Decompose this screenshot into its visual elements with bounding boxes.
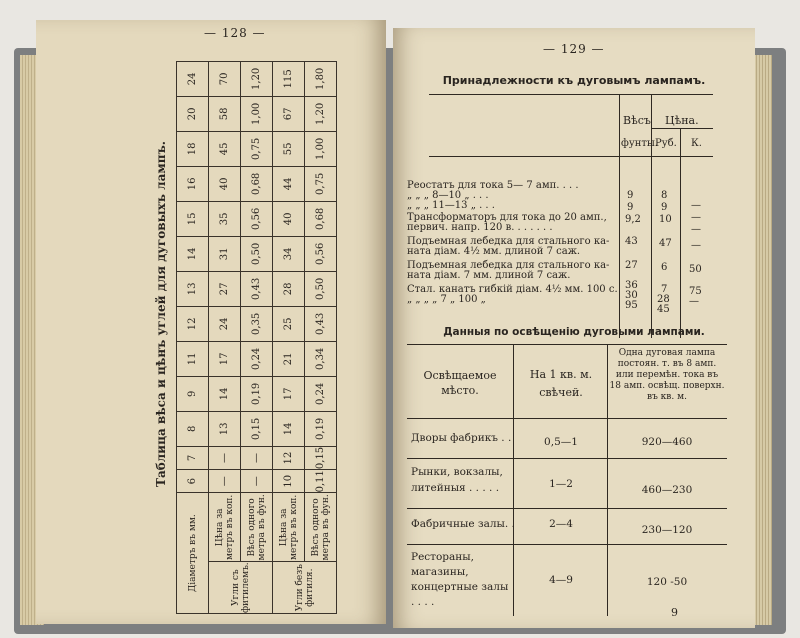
item-kop: — [691, 224, 701, 235]
table-cell: 0,68 [305, 201, 337, 236]
rule [407, 508, 727, 509]
item-text: ната діам. 7 мм. длиной 7 саж. [407, 270, 571, 281]
table-cell: 31 [209, 236, 241, 271]
item-text: ната діам. 4½ мм. длиной 7 саж. [407, 246, 581, 257]
item-weight: 30 [625, 290, 638, 301]
group-plain-label: Угли безъ фитиля. [273, 562, 337, 614]
rotated-table-block [154, 14, 404, 614]
lighting-candles: 2—4 [549, 518, 573, 530]
rule [407, 418, 727, 419]
rule [619, 94, 620, 338]
table-cell: 34 [273, 236, 305, 271]
lighting-title: Данныя по освѣщенію дуговыми лампами. [443, 326, 705, 338]
item-kop: — [691, 200, 701, 211]
rule [513, 344, 514, 616]
right-page [393, 28, 755, 628]
place-header: Освѣщаемое мѣсто. [423, 369, 497, 397]
table-cell: 25 [273, 306, 305, 341]
lighting-place: Дворы фабрикъ . . [411, 432, 512, 444]
candles-header: На 1 кв. м. свѣчей. [529, 368, 593, 399]
table-cell: 9 [177, 376, 209, 411]
table-cell: 0,43 [305, 306, 337, 341]
table-cell: 40 [209, 166, 241, 201]
item-weight: 43 [625, 236, 638, 247]
group-wick-label: Угли съ фитилемъ. [209, 562, 273, 614]
table-cell: 21 [273, 341, 305, 376]
weights-prices-table [176, 61, 337, 614]
table-cell: 0,35 [241, 306, 273, 341]
rule [429, 94, 713, 95]
table-cell: 0,56 [241, 201, 273, 236]
table-cell: 17 [273, 376, 305, 411]
item-rub: 47 [659, 238, 672, 249]
lighting-area: 460—230 [641, 484, 693, 496]
table-cell: 1,80 [305, 61, 337, 96]
table-cell: 11 [177, 341, 209, 376]
item-text: Трансформаторъ для тока до 20 амп., [407, 212, 607, 223]
rule [407, 344, 727, 345]
item-text: „ „ „ 11—13 „ . . . [407, 200, 495, 211]
rule [651, 128, 713, 129]
item-weight: 95 [625, 300, 638, 311]
table-cell: 12 [273, 446, 305, 469]
table-cell: 45 [209, 131, 241, 166]
table-cell: 67 [273, 96, 305, 131]
table-cell: 13 [177, 271, 209, 306]
price-label: Цѣна за метръ въ коп. [273, 493, 305, 562]
rule [429, 156, 713, 157]
signature-mark: 9 [671, 606, 678, 619]
price-label: Цѣна за метръ въ коп. [209, 493, 241, 562]
table-cell: 27 [209, 271, 241, 306]
table-cell: 35 [209, 201, 241, 236]
table-cell: 58 [209, 96, 241, 131]
right-page-number: — 129 — [543, 42, 605, 56]
table-cell: 55 [273, 131, 305, 166]
table-cell: 15 [177, 201, 209, 236]
lighting-area: 920—460 [641, 436, 693, 448]
table-cell: 70 [209, 61, 241, 96]
lighting-place: Фабричные залы. . [411, 518, 515, 530]
item-weight: 9,2 [625, 214, 641, 225]
table-cell: 115 [273, 61, 305, 96]
table-cell: 0,24 [241, 341, 273, 376]
item-kop: — [691, 240, 701, 251]
item-text: Реостатъ для тока 5— 7 амп. . . . [407, 180, 579, 191]
table-cell: 0,19 [241, 376, 273, 411]
table-cell: 20 [177, 96, 209, 131]
table-cell: 24 [177, 61, 209, 96]
table-cell: 28 [273, 271, 305, 306]
rule [680, 128, 681, 338]
item-text: „ „ „ 8—10 „ . . . [407, 190, 489, 201]
diameter-header: Діаметръ въ мм. [177, 493, 209, 614]
table-cell: 0,15 [241, 411, 273, 446]
item-text: Подъемная лебедка для стального ка- [407, 236, 610, 247]
table-row [177, 61, 209, 613]
table-cell: 44 [273, 166, 305, 201]
item-weight: 9 [627, 190, 634, 201]
item-kop: — [689, 296, 699, 307]
item-weight: 27 [625, 260, 638, 271]
table-cell: 0,19 [305, 411, 337, 446]
table-cell: 0,68 [241, 166, 273, 201]
item-kop: 50 [689, 264, 702, 275]
table-cell: 0,11 [305, 470, 337, 493]
lighting-place: Рынки, вокзалы, литейныя . . . . . [411, 466, 503, 494]
table-cell: 0,15 [305, 446, 337, 469]
accessories-title: Принадлежности къ дуговымъ лампамъ. [442, 74, 706, 87]
table-cell: 1,20 [241, 61, 273, 96]
kop-header: К. [691, 138, 702, 149]
table-cell: 40 [273, 201, 305, 236]
weight-header: Вѣсъ [623, 114, 651, 127]
table-cell: 0,43 [241, 271, 273, 306]
item-rub: 7 [661, 284, 668, 295]
rule [407, 544, 727, 545]
table-cell: 12 [177, 306, 209, 341]
table-cell: 17 [209, 341, 241, 376]
left-page-number: — 128 — [204, 26, 266, 40]
table-cell: 16 [177, 166, 209, 201]
table-cell: 8 [177, 411, 209, 446]
table-cell: 14 [177, 236, 209, 271]
lighting-candles: 0,5—1 [544, 436, 578, 448]
price-header: Цѣна. [665, 114, 699, 127]
item-text: Подъемная лебедка для стального ка- [407, 260, 610, 271]
rule [407, 458, 727, 459]
item-rub: 9 [661, 202, 668, 213]
table-row [209, 61, 241, 613]
table-cell: 6 [177, 470, 209, 493]
table-cell: 14 [209, 376, 241, 411]
table-cell: 10 [273, 470, 305, 493]
table-cell: 1,00 [241, 96, 273, 131]
rule [607, 344, 608, 616]
table-cell: 14 [273, 411, 305, 446]
table-cell: — [241, 470, 273, 493]
item-rub: 45 [657, 304, 670, 315]
item-text: Стал. канатъ гибкій діам. 4½ мм. 100 с. [407, 284, 618, 295]
pounds-header: фунты. [621, 138, 659, 149]
table-row [241, 61, 273, 613]
table-cell: 24 [209, 306, 241, 341]
item-weight: 9 [627, 202, 634, 213]
table-row [273, 61, 305, 613]
rule [651, 94, 652, 338]
item-rub: 8 [661, 190, 668, 201]
table-cell: 0,24 [305, 376, 337, 411]
table-cell: 0,34 [305, 341, 337, 376]
lighting-place: Рестораны, магазины, концертные залы . . . . [411, 551, 509, 608]
table-cell: 7 [177, 446, 209, 469]
item-text: „ „ „ „ 7 „ 100 „ [407, 294, 486, 305]
lamp-header: Одна дуговая лампа постоян. т. въ 8 амп. или перемѣн. тока въ 18 амп. освѣщ. поверхн. въ кв. м. [609, 348, 725, 402]
table-cell: — [209, 470, 241, 493]
table-cell: 0,75 [241, 131, 273, 166]
lighting-candles: 1—2 [549, 478, 573, 490]
weight-label: Вѣсъ одного метра въ фун. [241, 493, 273, 562]
table-cell: 1,00 [305, 131, 337, 166]
item-rub: 28 [657, 294, 670, 305]
table-cell: — [241, 446, 273, 469]
table-row [305, 61, 337, 613]
table-cell: 0,50 [305, 271, 337, 306]
item-kop: 75 [689, 286, 702, 297]
weight-label: Вѣсъ одного метра въ фун. [305, 493, 337, 562]
item-rub: 6 [661, 262, 668, 273]
rub-header: Руб. [655, 138, 677, 149]
table-cell: 13 [209, 411, 241, 446]
item-kop: — [691, 212, 701, 223]
table-cell: 0,56 [305, 236, 337, 271]
item-weight: 36 [625, 280, 638, 291]
lighting-area: 120 -50 [646, 576, 688, 588]
left-page [36, 20, 386, 624]
lighting-area: 230—120 [641, 524, 693, 536]
left-table-title: Таблица вѣса и цѣнъ углей для дуговыхъ лампъ. [154, 141, 168, 487]
item-text: первич. напр. 120 в. . . . . . . [407, 222, 553, 233]
table-cell: 1,20 [305, 96, 337, 131]
lighting-candles: 4—9 [549, 574, 573, 586]
table-cell: 0,75 [305, 166, 337, 201]
item-rub: 10 [659, 214, 672, 225]
table-cell: — [209, 446, 241, 469]
table-cell: 0,50 [241, 236, 273, 271]
table-cell: 18 [177, 131, 209, 166]
